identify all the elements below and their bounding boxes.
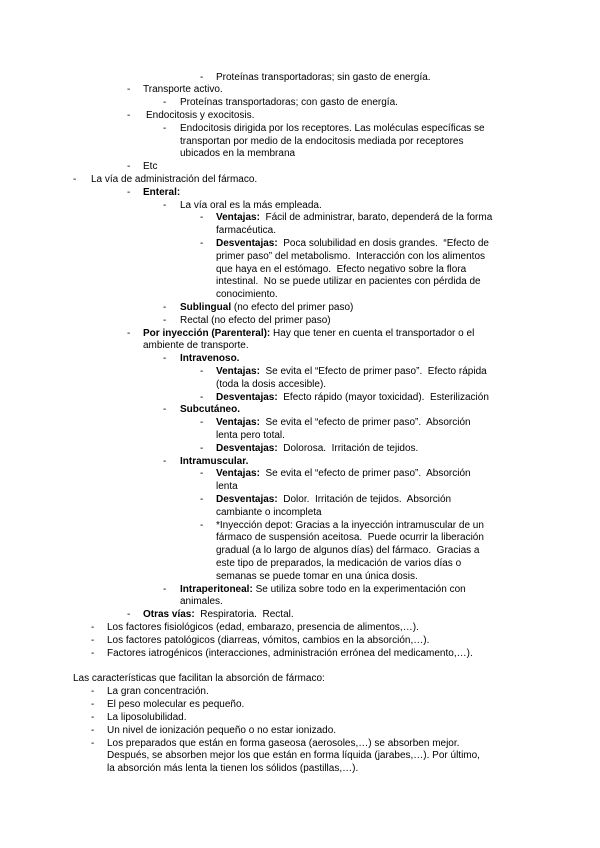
- line-text: Rectal (no efecto del primer paso): [180, 315, 331, 326]
- line-text: Los preparados que están en forma gaseosa (aerosoles,…) se absorben mejor.: [107, 738, 460, 749]
- bullet-marker: -: [73, 174, 77, 185]
- line-text: Los factores patológicos (diarreas, vómitos, cambios en la absorción,…).: [107, 635, 430, 646]
- bold-label: Intraperitoneal:: [180, 584, 253, 595]
- text-line: [180, 353, 239, 366]
- text-line: [107, 725, 336, 738]
- bullet-marker: -: [163, 315, 167, 326]
- text-line: [180, 97, 398, 110]
- text-line: [180, 302, 353, 315]
- bullet-marker: -: [91, 648, 95, 659]
- bullet-marker: -: [200, 392, 204, 403]
- text-line: [143, 340, 249, 353]
- bullet-marker: -: [91, 635, 95, 646]
- bullet-marker: -: [163, 302, 167, 313]
- line-text: Dolor. Irritación de tejidos. Absorción: [277, 494, 452, 505]
- bold-label: Desventajas:: [216, 238, 278, 249]
- bold-label: Intramuscular.: [180, 456, 249, 467]
- bullet-marker: -: [91, 686, 95, 697]
- bold-label: Ventajas:: [216, 212, 260, 223]
- line-text: transportan por medio de la endocitosis mediada por receptores: [180, 136, 464, 147]
- line-text: Se evita el “efecto de primer paso”. Absorción: [259, 417, 471, 428]
- line-text: La vía de administración del fármaco.: [91, 174, 258, 185]
- text-line: [143, 328, 474, 341]
- text-line: [143, 609, 294, 622]
- text-line: [216, 72, 431, 85]
- bullet-marker: -: [91, 725, 95, 736]
- bold-label: Ventajas:: [216, 417, 260, 428]
- line-text: Endocitosis y exocitosis.: [146, 110, 255, 121]
- text-line: [180, 315, 331, 328]
- bold-label: Ventajas:: [216, 366, 260, 377]
- text-line: [216, 507, 322, 520]
- text-line: [216, 520, 484, 533]
- line-text: Después, se absorben mejor los que están en forma líquida (jarabes,…). Por último,: [107, 750, 480, 761]
- text-line: [180, 148, 295, 161]
- line-text: este tipo de preparados, la medicación de varios días o: [216, 558, 462, 569]
- text-line: [216, 468, 471, 481]
- line-text: primer paso” del metabolismo. Interacción con los alimentos: [216, 251, 486, 262]
- text-line: [216, 558, 461, 571]
- text-line: [216, 289, 278, 302]
- text-line: [216, 251, 485, 264]
- line-text: lenta: [216, 481, 238, 492]
- line-text: lenta pero total.: [216, 430, 285, 441]
- bullet-marker: -: [127, 110, 131, 121]
- bullet-marker: -: [163, 123, 167, 134]
- bullet-marker: -: [163, 404, 167, 415]
- bullet-marker: -: [200, 417, 204, 428]
- text-line: [216, 571, 418, 584]
- text-line: [107, 763, 358, 776]
- text-line: [216, 238, 489, 251]
- text-line: [216, 392, 489, 405]
- line-text: Transporte activo.: [143, 84, 223, 95]
- bullet-marker: -: [91, 712, 95, 723]
- text-line: [107, 635, 429, 648]
- bullet-marker: -: [200, 494, 204, 505]
- text-line: [180, 200, 322, 213]
- line-text: conocimiento.: [216, 289, 278, 300]
- text-line: [180, 136, 464, 149]
- line-text: Fácil de administrar, barato, dependerá de la forma: [259, 212, 493, 223]
- bold-label: Ventajas:: [216, 468, 260, 479]
- bullet-marker: -: [163, 456, 167, 467]
- line-text: (toda la dosis accesible).: [216, 379, 327, 390]
- line-text: *Inyección depot: Gracias a la inyección intramuscular de un: [216, 520, 484, 531]
- bold-label: Desventajas:: [216, 494, 278, 505]
- bold-label: Sublingual: [180, 302, 232, 313]
- bold-label: Enteral:: [143, 187, 181, 198]
- line-text: Dolorosa. Irritación de tejidos.: [277, 443, 419, 454]
- text-line: [216, 417, 471, 430]
- text-line: [73, 673, 325, 686]
- text-line: [143, 187, 180, 200]
- bullet-marker: -: [127, 84, 131, 95]
- text-line: [180, 404, 240, 417]
- bold-label: Subcutáneo.: [180, 404, 241, 415]
- line-text: Un nivel de ionización pequeño o no estar ionizado.: [107, 725, 337, 736]
- text-line: [107, 686, 209, 699]
- text-line: [216, 545, 479, 558]
- line-text: El peso molecular es pequeño.: [107, 699, 245, 710]
- line-text: Proteínas transportadoras; sin gasto de energía.: [216, 72, 431, 83]
- line-text: Las características que facilitan la absorción de fármaco:: [73, 673, 325, 684]
- bold-label: Por inyección (Parenteral):: [143, 328, 271, 339]
- text-line: [107, 750, 480, 763]
- line-text: animales.: [180, 596, 223, 607]
- line-text: Endocitosis dirigida por los receptores. Las moléculas específicas se: [180, 123, 485, 134]
- text-line: [143, 161, 157, 174]
- line-text: ambiente de transporte.: [143, 340, 249, 351]
- bold-label: Desventajas:: [216, 392, 278, 403]
- line-text: Efecto rápido (mayor toxicidad). Esterilización: [277, 392, 489, 403]
- line-text: gradual (a lo largo de algunos días) del fármaco. Gracias a: [216, 545, 480, 556]
- text-line: [143, 84, 223, 97]
- bullet-marker: -: [200, 468, 204, 479]
- line-text: Se utiliza sobre todo en la experimentación con: [252, 584, 466, 595]
- line-text: farmacéutica.: [216, 225, 277, 236]
- text-line: [216, 264, 466, 277]
- text-line: [107, 738, 459, 751]
- bullet-marker: -: [163, 97, 167, 108]
- bullet-marker: -: [200, 212, 204, 223]
- bullet-marker: -: [127, 161, 131, 172]
- bold-label: Otras vías:: [143, 609, 195, 620]
- bullet-marker: -: [200, 520, 204, 531]
- bullet-marker: -: [127, 328, 131, 339]
- text-line: [216, 430, 285, 443]
- line-text: La liposolubilidad.: [107, 712, 187, 723]
- line-text: que haya en el estómago. Efecto negativo sobre la flora: [216, 264, 467, 275]
- text-line: [107, 648, 473, 661]
- bold-label: Desventajas:: [216, 443, 278, 454]
- bullet-marker: -: [127, 609, 131, 620]
- line-text: Respiratoria. Rectal.: [194, 609, 294, 620]
- line-text: Los factores fisiológicos (edad, embarazo, presencia de alimentos,…).: [107, 622, 419, 633]
- bullet-marker: -: [200, 72, 204, 83]
- bullet-marker: -: [200, 443, 204, 454]
- bullet-marker: -: [200, 366, 204, 377]
- text-line: [180, 584, 466, 597]
- text-line: [216, 379, 326, 392]
- bullet-marker: -: [127, 187, 131, 198]
- line-text: Etc: [143, 161, 158, 172]
- bullet-marker: -: [200, 238, 204, 249]
- bullet-marker: -: [91, 738, 95, 749]
- text-line: [180, 456, 248, 469]
- line-text: (no efecto del primer paso): [231, 302, 354, 313]
- text-line: [216, 212, 492, 225]
- line-text: intestinal. No se puede utilizar en pacientes con pérdida de: [216, 276, 481, 287]
- line-text: Poca solubilidad en dosis grandes. “Efecto de: [277, 238, 489, 249]
- text-line: [91, 174, 257, 187]
- line-text: Proteínas transportadoras; con gasto de energía.: [180, 97, 398, 108]
- text-line: [107, 622, 419, 635]
- bullet-marker: -: [91, 622, 95, 633]
- text-line: [216, 225, 276, 238]
- line-text: La gran concentración.: [107, 686, 209, 697]
- bullet-marker: -: [163, 200, 167, 211]
- text-line: [107, 712, 187, 725]
- line-text: Se evita el “Efecto de primer paso”. Efecto rápida: [259, 366, 487, 377]
- text-line: [146, 110, 254, 123]
- bullet-marker: -: [163, 353, 167, 364]
- bullet-marker: -: [91, 699, 95, 710]
- text-line: [216, 443, 418, 456]
- line-text: Hay que tener en cuenta el transportador o el: [270, 328, 475, 339]
- line-text: semanas se puede tomar en una única dosis.: [216, 571, 418, 582]
- line-text: La vía oral es la más empleada.: [180, 200, 322, 211]
- line-text: la absorción más lenta la tienen los sólidos (pastillas,…).: [107, 763, 359, 774]
- line-text: Se evita el “efecto de primer paso”. Absorción: [259, 468, 471, 479]
- line-text: ubicados en la membrana: [180, 148, 296, 159]
- text-line: [180, 123, 485, 136]
- bullet-marker: -: [163, 584, 167, 595]
- line-text: fármaco de suspensión aceitosa. Puede ocurrir la liberación: [216, 532, 484, 543]
- text-line: [216, 532, 484, 545]
- text-line: [216, 366, 487, 379]
- line-text: Factores iatrogénicos (interacciones, administración errónea del medicamento,…).: [107, 648, 473, 659]
- text-line: [216, 481, 238, 494]
- text-line: [107, 699, 244, 712]
- text-line: [180, 596, 223, 609]
- text-line: [216, 494, 451, 507]
- line-text: cambiante o incompleta: [216, 507, 322, 518]
- text-line: [216, 276, 481, 289]
- bold-label: Intravenoso.: [180, 353, 240, 364]
